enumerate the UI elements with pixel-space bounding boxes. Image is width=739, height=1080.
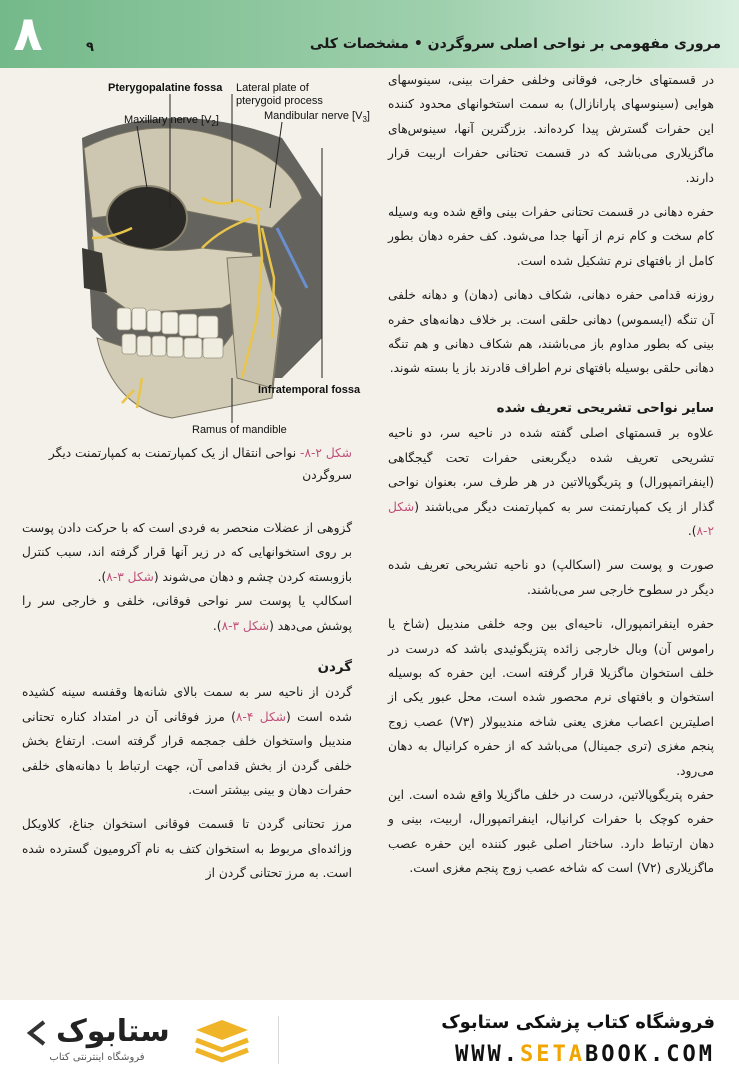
skull-figure [22,78,372,438]
caption-text: نواحی انتقال از یک کمپارتمنت به کمپارتمنت دیگر سروگردن [48,446,352,482]
label-pterygopalatine: Pterygopalatine fossa [108,82,223,94]
paragraph: علاوه بر قسمتهای اصلی گفته شده در ناحیه سر، دو ناحیه تشریحی تعریف شده دیگربعنی حفرات تحت گیجگاهی (اینفراتمپورال) و پتریگوپالاتین در هر طرف سر، بعنوان نواحی گذار از یک کمپارتمنت سر به کمپارتمنت دیگر می‌باشند (شکل ۲-۸). [388,426,714,538]
chapter-number: ۸ [13,6,43,62]
paragraph: روزنه قدامی حفره دهانی، شکاف دهانی (دهان) و دهانه خلفی آن تنگه (ایسموس) دهانی حلقی است. بر خلاف دهانه‌های حفره بینی که بطور مداوم باز می‌باشند، هم شکاف دهانی و هم تنگه دهانی حلقی بوسیله بافتهای نرم اطراف قادرند باز یا بسته شوند. [388,288,714,376]
label-lateral-plate-2: pterygoid process [236,95,323,107]
figure-caption [22,442,352,486]
paragraph: مرز تحتانی گردن تا قسمت فوقانی استخوان جناغ، کلاویکل وزائده‌ای مربوط به استخوان کتف به نام آکرومیون گسترده شده است. به مرز تحتانی گردن از [22,817,352,881]
book-stack-icon [192,1016,252,1068]
figure-reference: شکل ۳-۸ [221,618,270,633]
paragraph: گردن از ناحیه سر به سمت بالای شانه‌ها وقفسه سینه کشیده شده است (شکل ۴-۸) مرز فوقانی آن در امتداد کناره تحتانی مندیبل واستخوان خلف جمجمه قرار گرفته است. ارتفاع بخش خلفی گردن از بخش قدامی آن، جهت ارتباط با دهانه‌های خلفی حفرات دهان و بینی بیشتر است. [22,685,353,798]
chapter-header [0,0,739,68]
running-title: مروری مفهومی بر نواحی اصلی سروگردن • مشخصات کلی [309,36,721,52]
caption-figure-number: شکل ۲-۸- [300,446,352,460]
label-lateral-plate-1: Lateral plate of [236,82,309,94]
label-maxillary-nerve: Maxillary nerve $[V_2]$ [124,114,219,129]
page-number: ۹ [86,40,94,55]
store-url[interactable]: WWW.SETABOOK.COM [455,1042,715,1067]
paragraph: صورت و پوست سر (اسکالپ) دو ناحیه تشریحی تعریف شده دیگر در سطوح خارجی سر می‌باشند. [388,558,714,597]
label-infratemporal: Infratemporal fossa [258,384,361,396]
logo-subtitle: فروشگاه اینترنتی کتاب [49,1052,145,1063]
figure-reference: شکل ۴-۸ [235,709,286,724]
logo-word: ستابوک [56,1014,170,1049]
paragraph: گزوهی از عضلات منحصر به فردی است که با حرکت دادن پوست بر روی استخوانهایی که در زیر آنها قرار گرفته اند، سبب کنترل بازوبسته کردن چشم و دهان می‌شوند (شکل ۳-۸). [22,521,352,584]
store-banner[interactable] [0,1000,739,1080]
chevron-left-icon [22,1018,52,1048]
figure-reference: شکل ۲-۸ [388,499,714,538]
paragraph: حفره دهانی در قسمت تحتانی حفرات بینی واقع شده وبه وسیله کام سخت و کام نرم از آنها جدا می‌شود. کف حفره دهان بطور کامل از بافتهای نرم تشکیل شده است. [388,205,714,268]
left-text-column [22,516,352,886]
right-text-column [388,68,714,881]
store-logo[interactable] [22,1014,262,1070]
label-ramus: Ramus of mandible [192,424,287,436]
paragraph: در قسمتهای خارجی، فوقانی وخلفی حفرات بینی، سینوسهای هوایی (سینوسهای پارانازال) به سمت استخوانهای محدود کننده این حفرات گسترش پیدا کرده‌اند. بزرگترین آنها، سینوس‌های ماگزیلاری می‌باشد که در قسمت تحتانی حفرات اربیت قرار دارند. [388,73,714,185]
section-heading: گردن [317,660,352,676]
paragraph: حفره پتریگوپالاتین، درست در خلف ماگزیلا واقع شده است. این حفره کوچک با حفرات کرانیال، اینفراتمپورال، اربیت، بینی و دهان ارتباط دارد. ساختار اصلی غبور کننده این حفره عصب ماگزیلاری (V۲) است که شاخه عصب زوج پنجم مغزی است. [388,787,714,876]
footer-divider [278,1016,279,1064]
paragraph: اسکالپ یا پوست سر نواحی فوقانی، خلفی و خارجی سر را پوشش می‌دهد (شکل ۳-۸). [22,594,352,633]
paragraph: حفره اینفراتمپورال، ناحیه‌ای بین وجه خلفی مندیبل (شاخ یا راموس آن) وبال خارجی زائده پتزیگوئیدی باشد که درست در خلف استخوان ماگزیلا قرار گرفته است. این حفره که بوسیله استخوان و بافتهای نرم محصور شده است، محل عبور یکی از اصلیترین اعصاب مغزی یعنی شاخه مندیبولار (V۳) عصب زوج پنجم مغزی (تری جمینال) می‌باشد که از حفره کرانیال به دهان می‌رود. [388,617,714,778]
section-heading: سایر نواحی تشریحی تعریف شده [496,400,714,416]
label-mandibular-nerve: Mandibular nerve $[V_3]$ [264,110,370,125]
figure-reference: شکل ۳-۸ [106,569,154,584]
store-name: فروشگاه کتاب پزشکی ستابوک [441,1012,715,1033]
